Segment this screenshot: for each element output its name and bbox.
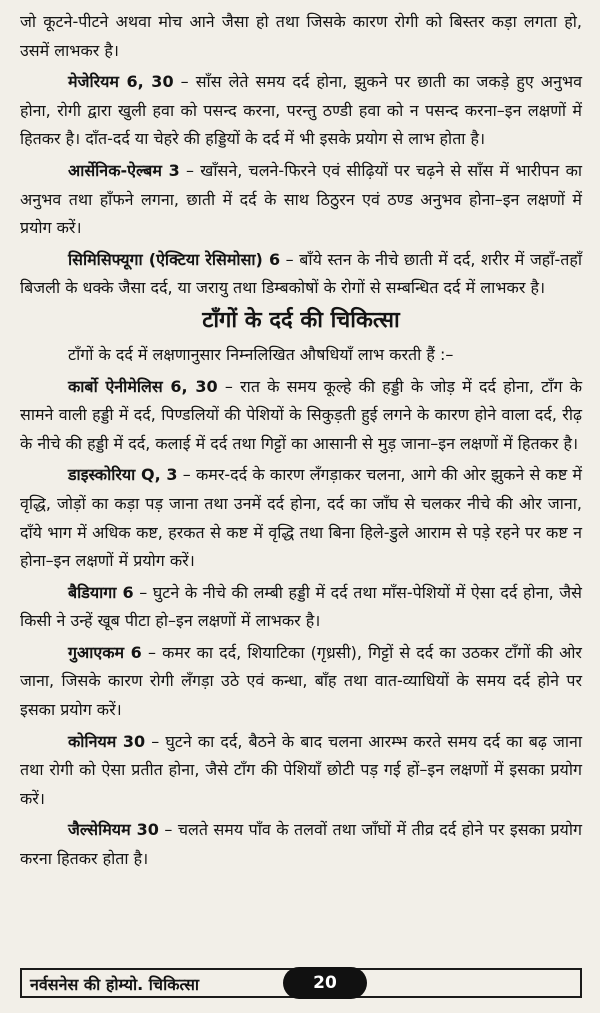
remedy-name: बैडियागा 6: [68, 582, 134, 602]
remedy-text: – घुटने के नीचे की लम्बी हड्डी में दर्द तथा माँस-पेशियों में ऐसा दर्द होना, जैसे किसी ने उन्हें खूब पीटा हो–इन लक्षणों में लाभकर है।: [20, 582, 582, 631]
remedy-text: – घुटने का दर्द, बैठने के बाद चलना आरम्भ करते समय दर्द का बढ़ जाना तथा रोगी को ऐसा प्रतीत होना, जैसे टाँग की पेशियाँ छोटी पड़ गई हों–इन लक्षणों में इसका प्रयोग करें।: [20, 731, 583, 808]
remedy-name: गुआएकम 6: [68, 642, 142, 662]
remedy-name: सिमिसिफ्यूगा (ऐक्टिया रेसिमोसा) 6: [68, 249, 281, 269]
remedy-arsenicum-album: [20, 157, 582, 243]
page-number-badge: 20: [283, 967, 367, 999]
page-footer: [20, 968, 582, 1002]
remedy-name: कार्बो ऐनीमेलिस 6, 30: [68, 376, 218, 396]
remedy-mezereum: [20, 68, 582, 154]
remedy-cimicifuga: [20, 246, 582, 303]
remedy-name: मेजेरियम 6, 30: [68, 72, 174, 92]
section-heading: टाँगों के दर्द की चिकित्सा: [202, 307, 400, 333]
remedy-text: – कमर का दर्द, शियाटिका (गृध्रसी), गिट्टों से दर्द का उठकर टाँगों की ओर जाना, जिसके कारण रोगी लँगड़ा उठे एवं कन्धा, बाँह तथा वात-व्याधियों के समय दर्द होने पर इसका प्रयोग करें।: [20, 642, 582, 720]
remedy-gelsemium: [20, 816, 582, 873]
remedy-name: डाइस्कोरिया Q, 3: [68, 465, 178, 485]
footer-book-title: नर्वसनेस की होम्यो. चिकित्सा: [30, 975, 200, 994]
remedy-guaiacum: [20, 639, 582, 725]
remedy-name: आर्सेनिक-ऐल्बम 3: [68, 160, 180, 180]
remedy-name: कोनियम 30: [68, 731, 146, 751]
remedy-text: – साँस लेते समय दर्द होना, झुकने पर छाती का जकड़े हुए अनुभव होना, रोगी द्वारा खुली हवा को पसन्द करना, परन्तु ठण्डी हवा को न पसन्द करना–इन लक्षणों में हितकर है। दाँत-दर्द या चेहरे की हड्डियों के दर्द में भी इसके प्रयोग से लाभ होता है।: [20, 72, 582, 149]
remedy-name: जैल्सेमियम 30: [68, 820, 159, 840]
section-intro: टाँगों के दर्द में लक्षणानुसार निम्नलिखित औषधियाँ लाभ करती हैं :–: [68, 344, 454, 364]
remedy-text: – चलते समय पाँव के तलवों तथा जाँघों में तीव्र दर्द होने पर इसका प्रयोग करना हितकर होता है।: [20, 820, 582, 869]
remedy-text: – रात के समय कूल्हे की हड्डी के जोड़ में दर्द होना, टाँग के सामने वाली हड्डी में दर्द, पिण्डलियों की पेशियों के सिकुड़ती हुई लगने के कारण होने वाला दर्द, रीढ़ के नीचे की हड्डी में दर्द, कलाई में दर्द तथा गिट्टों का आसानी से मुड़ जाना–इन लक्षणों में हितकर है।: [20, 376, 582, 453]
page-body: [20, 8, 582, 877]
remedy-text: – कमर-दर्द के कारण लँगड़ाकर चलना, आगे की ओर झुकने से कष्ट में वृद्धि, जोड़ों का कड़ा पड़ जाना तथा उनमें दर्द होना, दर्द का जाँघ से चलकर नीचे की ओर जाना, दाँये भाग में अधिक कष्ट, हरकत से कष्ट में वृद्धि तथा बिना हिले-डुले आराम से पड़े रहने पर कष्ट न होना–इन लक्षणों में प्रयोग करें।: [20, 465, 582, 571]
remedy-text: – बाँये स्तन के नीचे छाती में दर्द, शरीर में जहाँ-तहाँ बिजली के धक्के जैसा दर्द, या जरायु तथा डिम्बकोषों के रोगों से सम्बन्धित दर्द में लाभकर है।: [20, 249, 582, 298]
remedy-badiaga: [20, 579, 582, 636]
remedy-text: – खाँसने, चलने-फिरने एवं सीढ़ियों पर चढ़ने से साँस में भारीपन का अनुभव तथा हाँफने लगना, छाती में दर्द के साथ ठिठुरन एवं ठण्ड अनुभव होना–इन लक्षणों में प्रयोग करें।: [20, 160, 582, 238]
remedy-carbo-animalis: [20, 373, 582, 459]
intro-continuation: जो कूटने-पीटने अथवा मोच आने जैसा हो तथा जिसके कारण रोगी को बिस्तर कड़ा लगता हो, उसमें लाभकर है।: [20, 12, 582, 60]
remedy-dioscorea: [20, 461, 582, 575]
remedy-conium: [20, 728, 582, 814]
